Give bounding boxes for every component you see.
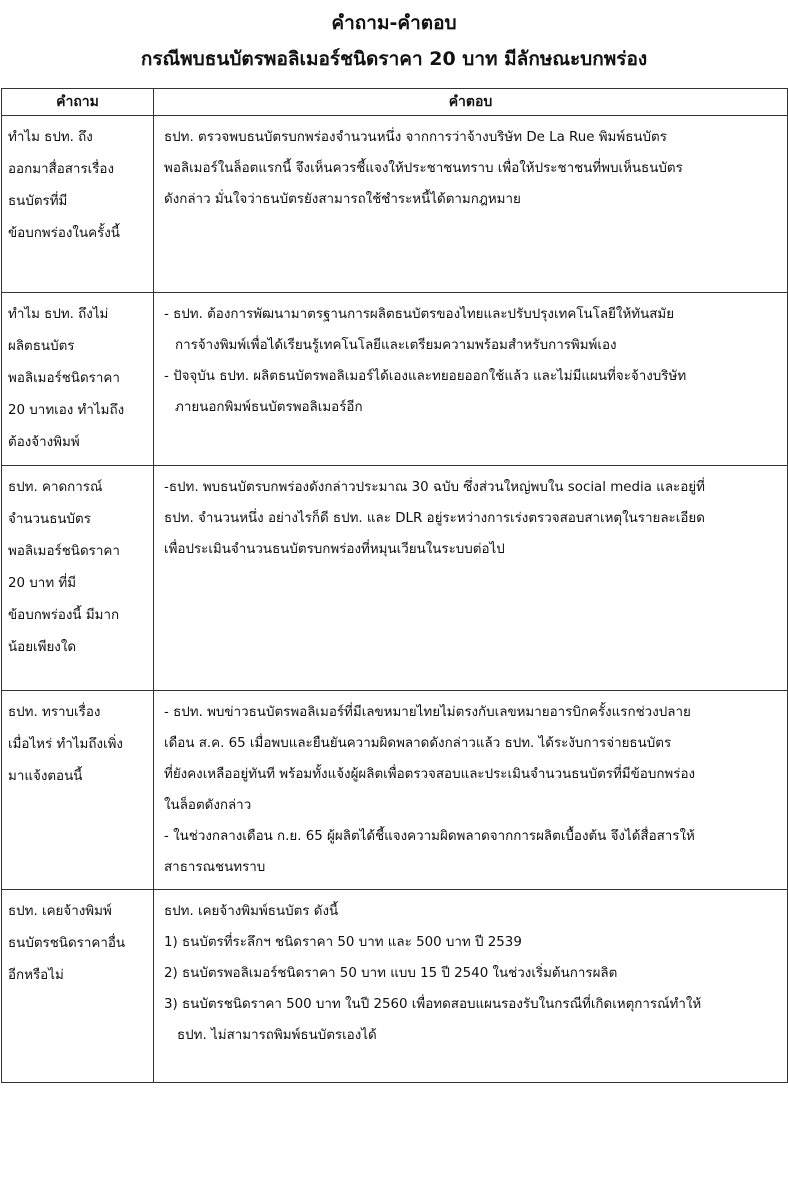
answer-line: การจ้างพิมพ์เพื่อได้เรียนรู้เทคโนโลยีและเตรียมความพร้อมสำหรับการพิมพ์เอง (175, 338, 617, 353)
question-line: ต้องจ้างพิมพ์ (8, 435, 80, 450)
question-line: ผลิตธนบัตร (8, 339, 75, 354)
answer-line: 2) ธนบัตรพอลิเมอร์ชนิดราคา 50 บาท แบบ 15 ปี 2540 ในช่วงเริ่มต้นการผลิต (164, 966, 618, 981)
answer-line: เดือน ส.ค. 65 เมื่อพบและยืนยันความผิดพลาดดังกล่าวแล้ว ธปท. ได้ระงับการจ่ายธนบัตร (164, 736, 672, 751)
question-line: ธปท. เคยจ้างพิมพ์ (8, 904, 112, 919)
column-header-question: คำถาม (2, 89, 154, 116)
answer-line: - ธปท. พบข่าวธนบัตรพอลิเมอร์ที่มีเลขหมายไทยไม่ตรงกับเลขหมายอารบิกครั้งแรกช่วงปลาย (164, 705, 691, 720)
question-line: ทำไม ธปท. ถึง (8, 130, 93, 145)
question-line: ธปท. ทราบเรื่อง (8, 705, 101, 720)
question-cell (2, 691, 154, 890)
answer-line: ธปท. เคยจ้างพิมพ์ธนบัตร ดังนี้ (164, 904, 339, 919)
answer-line: ในล็อตดังกล่าว (164, 798, 252, 813)
table-header-row (2, 89, 788, 116)
table-row (2, 293, 788, 466)
question-cell (2, 116, 154, 293)
table-row (2, 691, 788, 890)
answer-line: ธปท. จำนวนหนึ่ง อย่างไรก็ดี ธปท. และ DLR อยู่ระหว่างการเร่งตรวจสอบสาเหตุในรายละเอียด (164, 511, 705, 526)
table-row (2, 466, 788, 691)
question-line: ออกมาสื่อสารเรื่อง (8, 162, 114, 177)
column-header-answer: คำตอบ (154, 89, 788, 116)
answer-line: ธปท. ตรวจพบธนบัตรบกพร่องจำนวนหนึ่ง จากการว่าจ้างบริษัท De La Rue พิมพ์ธนบัตร (164, 130, 667, 145)
question-line: พอลิเมอร์ชนิดราคา (8, 544, 120, 559)
question-line: จำนวนธนบัตร (8, 512, 91, 527)
question-line: น้อยเพียงใด (8, 640, 77, 655)
table-row (2, 116, 788, 293)
answer-cell (154, 293, 788, 466)
question-cell (2, 890, 154, 1083)
answer-line: ธปท. ไม่สามารถพิมพ์ธนบัตรเองได้ (177, 1028, 377, 1043)
answer-line: - ในช่วงกลางเดือน ก.ย. 65 ผู้ผลิตได้ชี้แจงความผิดพลาดจากการผลิตเบื้องต้น จึงได้สื่อสารให้ (164, 829, 695, 844)
answer-line: - ธปท. ต้องการพัฒนามาตรฐานการผลิตธนบัตรของไทยและปรับปรุงเทคโนโลยีให้ทันสมัย (164, 307, 675, 322)
answer-line: พอลิเมอร์ในล็อตแรกนี้ จึงเห็นควรชี้แจงให้ประชาชนทราบ เพื่อให้ประชาชนที่พบเห็นธนบัตร (164, 161, 683, 176)
question-cell (2, 466, 154, 691)
question-line: ทำไม ธปท. ถึงไม่ (8, 307, 109, 322)
answer-cell (154, 890, 788, 1083)
question-cell (2, 293, 154, 466)
answer-line: 1) ธนบัตรที่ระลึกฯ ชนิดราคา 50 บาท และ 500 บาท ปี 2539 (164, 935, 522, 950)
qa-table (1, 88, 788, 1083)
answer-line: -ธปท. พบธนบัตรบกพร่องดังกล่าวประมาณ 30 ฉบับ ซึ่งส่วนใหญ่พบใน social media และอยู่ที่ (164, 480, 705, 495)
question-line: ข้อบกพร่องในครั้งนี้ (8, 226, 120, 241)
answer-line: 3) ธนบัตรชนิดราคา 500 บาท ในปี 2560 เพื่อทดสอบแผนรองรับในกรณีที่เกิดเหตุการณ์ทำให้ (164, 997, 702, 1012)
question-line: เมื่อไหร่ ทำไมถึงเพิ่ง (8, 737, 123, 752)
page-subtitle: กรณีพบธนบัตรพอลิเมอร์ชนิดราคา 20 บาท มีลักษณะบกพร่อง (140, 48, 648, 70)
answer-line: - ปัจจุบัน ธปท. ผลิตธนบัตรพอลิเมอร์ได้เองและทยอยออกใช้แล้ว และไม่มีแผนที่จะจ้างบริษัท (164, 369, 687, 384)
answer-line: ภายนอกพิมพ์ธนบัตรพอลิเมอร์อีก (175, 400, 363, 415)
question-line: ธปท. คาดการณ์ (8, 480, 103, 495)
answer-line: ดังกล่าว มั่นใจว่าธนบัตรยังสามารถใช้ชำระหนี้ได้ตามกฎหมาย (164, 192, 521, 207)
question-line: ข้อบกพร่องนี้ มีมาก (8, 608, 120, 623)
answer-line: เพื่อประเมินจำนวนธนบัตรบกพร่องที่หมุนเวียนในระบบต่อไป (164, 542, 505, 557)
question-line: ธนบัตรที่มี (8, 194, 68, 209)
question-line: พอลิเมอร์ชนิดราคา (8, 371, 120, 386)
answer-cell (154, 691, 788, 890)
answer-line: สาธารณชนทราบ (164, 860, 266, 875)
question-line: 20 บาทเอง ทำไมถึง (8, 403, 125, 418)
page-title: คำถาม-คำตอบ (331, 12, 457, 34)
answer-cell (154, 466, 788, 691)
question-line: 20 บาท ที่มี (8, 576, 77, 591)
question-line: อีกหรือไม่ (8, 968, 64, 983)
answer-cell (154, 116, 788, 293)
table-row (2, 890, 788, 1083)
question-line: ธนบัตรชนิดราคาอื่น (8, 936, 126, 951)
question-line: มาแจ้งตอนนี้ (8, 769, 83, 784)
answer-line: ที่ยังคงเหลืออยู่ทันที พร้อมทั้งแจ้งผู้ผลิตเพื่อตรวจสอบและประเมินจำนวนธนบัตรที่มีข้อบกพร่อง (164, 767, 696, 782)
